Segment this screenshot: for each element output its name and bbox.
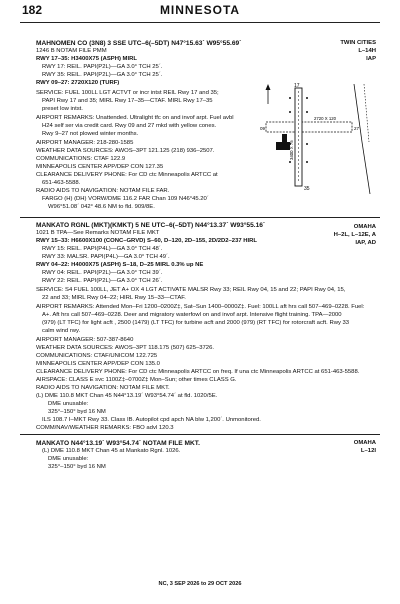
chart-ref: TWIN CITIES — [340, 40, 376, 46]
apron — [276, 142, 290, 150]
comms-line: COMMUNICATIONS: CTAF/UNICOM 122.725 — [36, 353, 158, 359]
navaid-line: (L) DME 110.8 MKT Chan 45 N44°13.19´ W93°54.74´ at fld. 1020/5E. — [36, 393, 218, 399]
page-header — [0, 0, 400, 22]
runway-number: 17 — [294, 83, 300, 89]
navaid-name-line: MANKATO N44°13.19´ W93°54.74´ NOTAM FILE MKT. — [36, 440, 200, 447]
turf-runway — [266, 122, 352, 132]
navaid-line: 325°–150° byd 16 NM — [48, 409, 106, 415]
airport-name-line: MANKATO RGNL (MKT)(KMKT) 5 NE UTC–6(–5DT) N44°13.37´ W93°55.16´ — [36, 222, 266, 229]
runway-end: RWY 04: REIL. PAPI(P2L)—GA 3.0° TCH 39´. — [42, 270, 163, 276]
navaid-line: 325°–150° byd 16 NM — [48, 464, 106, 470]
manager-line: AIRPORT MANAGER: 218-280-1585 — [36, 140, 134, 146]
service-line: preset low intst. — [42, 106, 83, 112]
airspace-line: AIRSPACE: CLASS E svc 1100Z‡–0700Z‡ Mon–Sun; other times CLASS G. — [36, 377, 237, 383]
runway-end: RWY 33: MALSR. PAPI(P4L)—GA 3.0° TCH 49´. — [42, 254, 170, 260]
effective-dates-footer: NC, 3 SEP 2026 to 29 OCT 2026 — [158, 581, 242, 587]
manager-line: AIRPORT MANAGER: 507-387-8640 — [36, 337, 134, 343]
navaid-line: RADIO AIDS TO NAVIGATION: NOTAM FILE FAR. — [36, 188, 170, 194]
airport-name-line: MAHNOMEN CO (3N8) 3 SSE UTC–6(–5DT) N47°15.63´ W95°55.69´ — [36, 40, 242, 47]
service-line: 22 and 33; MIRL Rwy 04–22; HIRL Rwy 15–33—CTAF. — [42, 295, 186, 301]
airport-diagram — [262, 82, 380, 194]
runway-dimension: 2720 X 120 — [314, 116, 336, 121]
chart-ref: L–12I — [360, 448, 376, 454]
comm-nav-remarks: COMM/NAV/WEATHER REMARKS: FBO advl 120.3 — [36, 425, 174, 431]
runway-number: 35 — [304, 186, 310, 192]
chart-ref: IAP, AD — [355, 240, 376, 246]
road — [354, 84, 370, 194]
center-line: MINNEAPOLIS CENTER APP/DEP CON 127.35 — [36, 164, 164, 170]
chart-ref: L–14H — [358, 48, 376, 54]
runway-line: RWY 09–27: 2720X120 (TURF) — [36, 80, 120, 86]
entry-separator — [20, 217, 380, 218]
remarks-line: (979) (LT TFC) for light acft , 2500 (1479) (LT TFC) for turbine acft and 2000 (979) (RT TFC) for rotorcraft acft. Rwy 33 — [42, 320, 350, 326]
page-number: 182 — [22, 3, 43, 17]
weather-line: WEATHER DATA SOURCES: AWOS–3PT 118.175 (507) 625–3726. — [36, 345, 214, 351]
header-rule — [20, 22, 380, 23]
navaid-line: FARGO (H) (DH) VORW/DME 116.2 FAR Chan 109 N46°45.20´ — [42, 196, 209, 202]
service-line: SERVICE: S4 FUEL 100LL, JET A+ OX 4 LGT ACTIVATE MALSR Rwy 33; REIL Rwy 04, 15 and 22; PAPI Rwy 04, 15, — [36, 287, 346, 293]
chart-ref: H–2L, L–12E, A — [333, 232, 376, 238]
clearance-line: CLEARANCE DELIVERY PHONE: For CD ctc Minneapolis ARTCC on freq. If una ctc Minneapolis ARTCC at 651-463-5588. — [36, 369, 360, 375]
state-title: MINNESOTA — [159, 3, 241, 17]
remarks-line: AIRPORT REMARKS: Attended Mon–Fri 1200–0200Z‡, Sat–Sun 1400–0000Z‡. Fuel: 100LL aft hrs call 507–469–0228. Fuel: — [36, 304, 365, 310]
runway-end: RWY 35: REIL. PAPI(P2L)—GA 3.0° TCH 25´. — [42, 72, 163, 78]
chart-ref: OMAHA — [353, 224, 376, 230]
runway-end: RWY 22: REIL. PAPI(P2L)—GA 3.0° TCH 26´. — [42, 278, 163, 284]
comms-line: COMMUNICATIONS: CTAF 122.9 — [36, 156, 126, 162]
remarks-line: A+. Aft hrs call 507–469–0228. Deer and migratory waterfowl on and invof arpt. Intensive flight training. TPA—2000 — [42, 312, 342, 318]
navaid-line: (L) DME 110.8 MKT Chan 45 at Mankato Rgnl. 1026. — [42, 448, 181, 454]
remarks-line: Rwy 9–27 not plowed winter months. — [42, 131, 139, 137]
runway-line: RWY 15–33: H6600X100 (CONC–GRVD) S–60, D–120, 2D–155, 2D/2D2–237 HIRL — [36, 238, 258, 244]
runway-number: 27 — [354, 126, 360, 131]
runway-end: RWY 17: REIL. PAPI(P2L)—GA 3.0° TCH 25´. — [42, 64, 163, 70]
remarks-line: AIRPORT REMARKS: Unattended. Ultralight tfc on and invof arpt. Fuel avbl — [36, 115, 234, 121]
navaid-line: DME unusable: — [48, 456, 89, 462]
runway-line: RWY 04–22: H4000X75 (ASPH) S–18, D–25 MIRL 0.3% up NE — [36, 262, 204, 268]
weather-line: WEATHER DATA SOURCES: AWOS–3PT 121.125 (218) 936–2507. — [36, 148, 215, 154]
clearance-line: 651-463-5588. — [42, 180, 81, 186]
airport-info: 1246 B NOTAM FILE PMM — [36, 48, 107, 54]
chart-ref: OMAHA — [353, 440, 376, 446]
service-line: SERVICE: FUEL 100LL LGT ACTVT or incr intst REIL Rwy 17 and 35; — [36, 90, 219, 96]
runway-end: RWY 15: REIL. PAPI(P4L)—GA 3.0° TCH 48´. — [42, 246, 163, 252]
navaid-line: RADIO AIDS TO NAVIGATION: NOTAM FILE MKT. — [36, 385, 170, 391]
runway-number: 09 — [260, 126, 266, 131]
chart-ref: IAP — [366, 56, 376, 62]
north-arrow-icon — [266, 84, 271, 104]
clearance-line: CLEARANCE DELIVERY PHONE: For CD ctc Minneapolis ARTCC at — [36, 172, 218, 178]
runway-dimension: 3400 X 75 — [289, 140, 294, 160]
navaid-line: DME unusable: — [48, 401, 89, 407]
airport-info: 1021 B TPA—See Remarks NOTAM FILE MKT — [36, 230, 160, 236]
entry-separator — [20, 434, 380, 435]
service-line: PAPI Rwy 17 and 35; MIRL Rwy 17–35—CTAF. MIRL Rwy 17–35 — [42, 98, 213, 104]
remarks-line: H24 self ser via credit card. Rwy 09 and 27 mkd with yellow cones. — [42, 123, 217, 129]
center-line: MINNEAPOLIS CENTER APP/DEP CON 135.0 — [36, 361, 160, 367]
navaid-line: ILS 108.7 I–MKT Rwy 33. Class IB. Autopilot cpd apch NA blw 1,200´. Unmonitored. — [42, 417, 261, 423]
navaid-line: W96°51.08´ 042° 48.6 NM to fld. 909/8E. — [48, 204, 155, 210]
remarks-line: calm wind rwy. — [42, 328, 81, 334]
runway-line: RWY 17–35: H3400X75 (ASPH) MIRL — [36, 56, 137, 62]
